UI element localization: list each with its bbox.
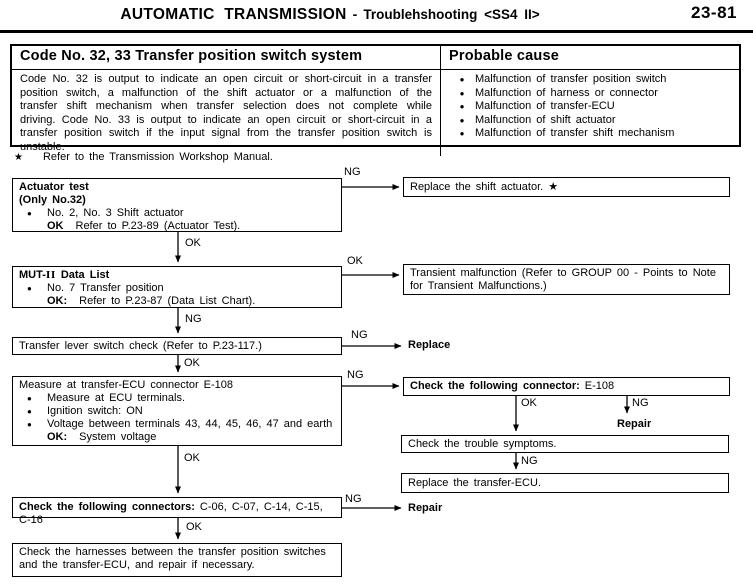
edge-label-ok: OK (184, 452, 200, 464)
flow-box-check-connectors (12, 497, 342, 526)
header-dash: - (352, 6, 358, 22)
box-ok-row (47, 295, 335, 308)
cause-text: Malfunction of shift actuator (475, 113, 616, 126)
bullet-icon: ● (27, 394, 32, 403)
table-cell-description: Code No. 32 is output to indicate an open circuit or short-circuit in a transfer position switch, a malfunction of the shift actuator or a malfunction of the transfer shift mechanism when transfer selection does not complete while driving. Code No. 33 is output to indicate an open circuit or short-circuit in a transfer position switch if the input signal from the transfer position switch is unstable. (20, 73, 432, 153)
edge-label-ok: OK (347, 255, 363, 267)
box-subtitle: (Only No.32) (19, 194, 86, 206)
ok-value: Refer to P.23-87 (Data List Chart). (79, 295, 256, 307)
box-ok-row (47, 431, 335, 444)
flow-box-mut-data-list (12, 266, 342, 308)
ok-key: OK (47, 220, 64, 232)
box-bullet-row (19, 418, 335, 431)
star-icon: ★ (14, 152, 23, 163)
cause-text: Malfunction of transfer position switch (475, 73, 667, 85)
bullet-icon: ● (459, 88, 465, 98)
box-bullet-row (19, 405, 335, 418)
terminal-replace: Replace (408, 339, 451, 351)
mut-prefix: MUT- (19, 269, 46, 281)
box-bullet-row (19, 392, 335, 405)
header-subsection-title: Troublehshooting <SS4 II> (363, 7, 540, 22)
flow-box-check-harnesses: Check the harnesses between the transfer position switches and the transfer-ECU, and repair if necessary. (12, 543, 342, 577)
flow-box-check-connector-e108 (403, 377, 730, 396)
box-value: C-06, C-07, C-14, C-15, C-16 (19, 501, 323, 526)
box-label: Check the following connectors: (19, 501, 195, 513)
terminal-repair-right: Repair (617, 418, 652, 430)
bullet-icon: ● (27, 420, 32, 429)
edge-label-ng: NG (345, 493, 362, 505)
box-title: Measure at transfer-ECU connector E-108 (19, 379, 234, 391)
edge-label-ok: OK (185, 237, 201, 249)
bullet-text: No. 7 Transfer position (47, 282, 164, 294)
ok-key: OK: (47, 431, 68, 443)
cause-text: Malfunction of harness or connector (475, 86, 658, 99)
bullet-text: Voltage between terminals 43, 44, 45, 46, 47 and earth (47, 418, 333, 430)
edge-label-ng: NG (344, 166, 361, 178)
bullet-icon: ● (27, 209, 32, 218)
bullet-text: Ignition switch: ON (47, 405, 143, 417)
ok-key: OK: (47, 295, 68, 307)
box-title (19, 269, 335, 282)
edge-label-ng: NG (351, 329, 368, 341)
edge-label-ng: NG (521, 455, 538, 467)
bullet-icon: ● (459, 102, 465, 111)
table-header-probable-cause: Probable cause (440, 46, 739, 70)
flow-box-replace-transfer-ecu: Replace the transfer-ECU. (401, 473, 729, 493)
table-header-code: Code No. 32, 33 Transfer position switch system (12, 46, 440, 70)
bullet-icon: ● (27, 407, 32, 416)
flow-box-transient-malfunction: Transient malfunction (Refer to GROUP 00 - Points to Note for Transient Malfunctions.) (403, 264, 730, 295)
edge-label-ok: OK (521, 397, 537, 409)
flow-box-check-trouble-symptoms: Check the trouble symptoms. (401, 435, 729, 453)
bullet-icon: ● (459, 115, 465, 125)
ok-value: Refer to P.23-89 (Actuator Test). (75, 220, 241, 232)
mut-numeral: II (45, 270, 56, 281)
bullet-icon: ● (27, 284, 32, 293)
edge-label-ng: NG (632, 397, 649, 409)
box-title: Actuator test (19, 181, 89, 193)
edge-label-ng: NG (185, 313, 202, 325)
edge-label-ok: OK (186, 521, 202, 533)
box-value: E-108 (584, 380, 615, 392)
box-ok-row (47, 220, 335, 233)
box-bullet-row (19, 282, 335, 295)
page-number: 23-81 (691, 3, 737, 22)
bullet-icon: ● (459, 75, 465, 84)
terminal-repair-left: Repair (408, 502, 443, 514)
cause-text: Malfunction of transfer-ECU (475, 100, 615, 112)
edge-label-ok: OK (184, 357, 200, 369)
box-bullet-row (19, 207, 335, 220)
box-label: Check the following connector: (410, 380, 580, 392)
note-text: Refer to the Transmission Workshop Manual. (42, 151, 273, 163)
header-section-title: AUTOMATIC TRANSMISSION (120, 6, 347, 23)
edge-label-ng: NG (347, 369, 364, 381)
flow-box-actuator-test (12, 178, 342, 232)
mut-suffix: Data List (55, 269, 110, 281)
ok-value: System voltage (79, 431, 157, 443)
cause-text: Malfunction of transfer shift mechanism (475, 127, 675, 139)
bullet-icon: ● (459, 129, 465, 138)
flow-box-replace-shift-actuator: Replace the shift actuator. ★ (403, 177, 730, 197)
bullet-text: Measure at ECU terminals. (47, 392, 186, 404)
flow-box-transfer-lever-check: Transfer lever switch check (Refer to P.23-117.) (12, 337, 342, 355)
flow-box-measure-ecu (12, 376, 342, 446)
bullet-text: No. 2, No. 3 Shift actuator (47, 207, 184, 219)
